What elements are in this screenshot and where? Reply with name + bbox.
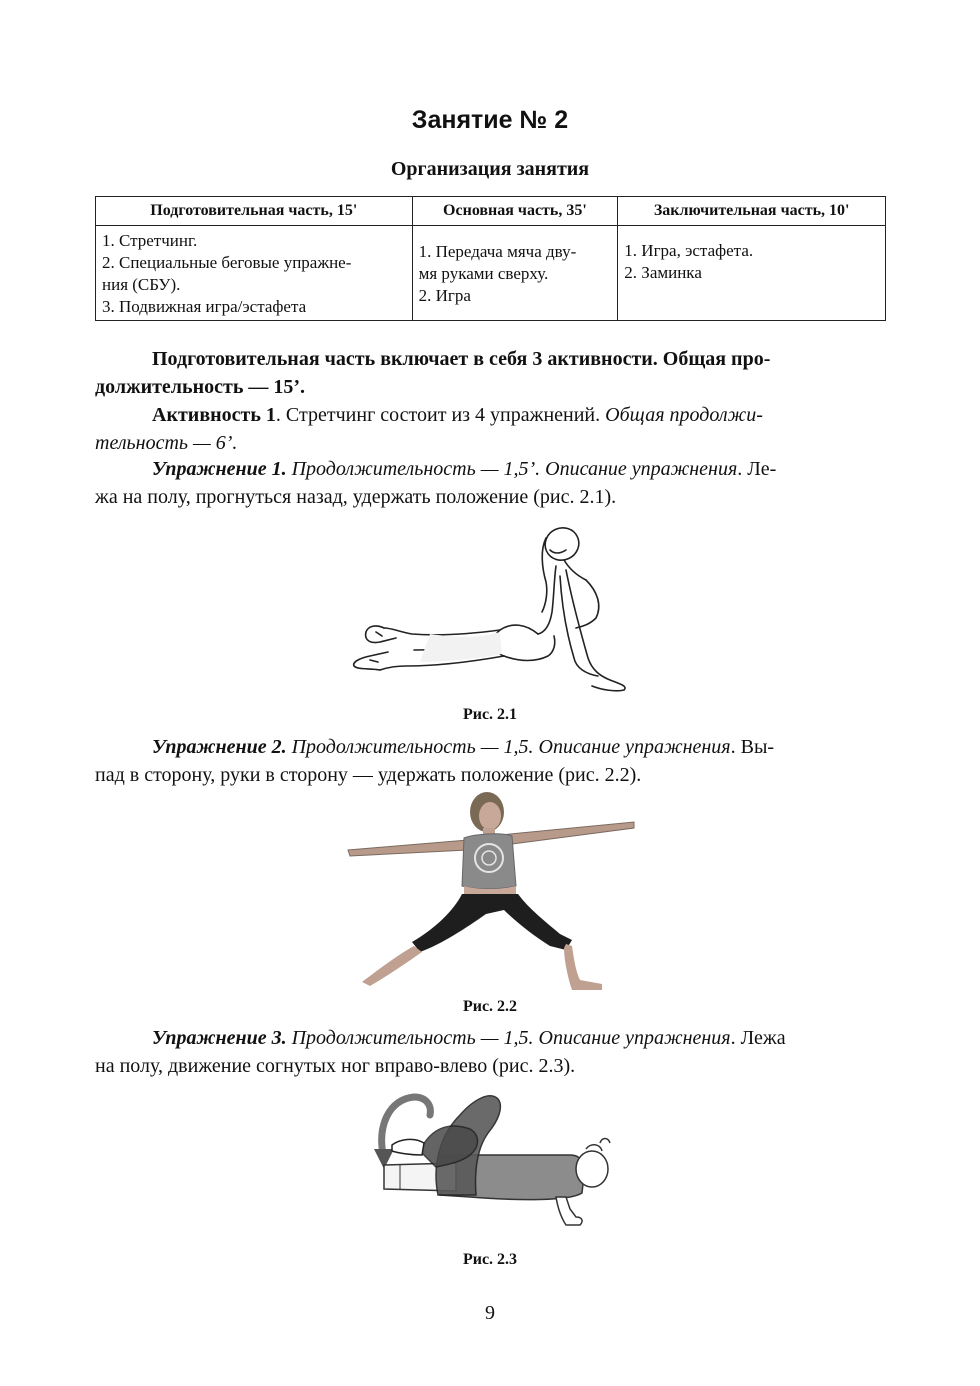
section-subtitle: Организация занятия	[390, 158, 590, 180]
cell-line: 2. Игра	[418, 286, 471, 305]
cell-line: 2. Заминка	[624, 263, 702, 282]
exercise2-text: . Вы-	[730, 736, 775, 758]
figure-warrior-pose-photo	[340, 790, 640, 995]
intro-line: должительность — 15’.	[95, 376, 306, 398]
figure-caption: Рис. 2.3	[462, 1251, 518, 1268]
cell-line: мя руками сверху.	[418, 264, 549, 283]
table-header-row	[96, 197, 886, 226]
exercise3-paragraph	[95, 1024, 885, 1080]
exercise3-label: Упражнение 3.	[152, 1027, 287, 1049]
exercise1-label: Упражнение 1.	[152, 458, 287, 480]
table-cell-preparatory	[96, 226, 413, 321]
activity1-duration: тельность — 6’.	[95, 432, 238, 454]
cell-line: 1. Передача мяча дву-	[418, 242, 577, 261]
cell-line: 1. Игра, эстафета.	[624, 241, 754, 260]
lesson-organization-table	[95, 196, 886, 321]
table-header-cell: Подготовительная часть, 15'	[96, 197, 413, 226]
cell-line: 1. Стретчинг.	[102, 231, 198, 250]
intro-paragraph	[95, 345, 885, 401]
cell-line: 3. Подвижная игра/эстафета	[102, 297, 307, 316]
table-cell-final	[618, 226, 886, 321]
intro-line: Подготовительная часть включает в себя 3 активности. Общая про-	[152, 348, 771, 370]
exercise1-italic: Продолжительность — 1,5’. Описание упражнения	[286, 458, 738, 480]
activity1-duration: Общая продолжи-	[605, 404, 763, 426]
page-title: Занятие № 2	[411, 106, 569, 134]
exercise1-paragraph	[95, 455, 885, 511]
activity1-paragraph	[95, 401, 885, 457]
cell-line: ния (СБУ).	[102, 275, 181, 294]
exercise2-paragraph	[95, 733, 885, 789]
table-header-cell: Заключительная часть, 10'	[618, 197, 886, 226]
activity1-label: Активность 1	[152, 404, 276, 426]
exercise2-text: пад в сторону, руки в сторону — удержать положение (рис. 2.2).	[95, 764, 642, 786]
exercise2-label: Упражнение 2.	[152, 736, 287, 758]
figure-knee-rotation-illustration	[370, 1085, 620, 1235]
exercise1-text: . Ле-	[737, 458, 777, 480]
page-number: 9	[485, 1302, 495, 1324]
exercise3-italic: Продолжительность — 1,5. Описание упражнения	[286, 1027, 731, 1049]
figure-caption: Рис. 2.2	[462, 998, 518, 1015]
table-header-cell: Основная часть, 35'	[412, 197, 618, 226]
exercise3-text: . Лежа	[730, 1027, 786, 1049]
table-cell-main	[412, 226, 618, 321]
activity1-text: . Стретчинг состоит из 4 упражнений.	[275, 404, 606, 426]
table-row	[96, 226, 886, 321]
figure-caption: Рис. 2.1	[462, 706, 518, 723]
exercise2-italic: Продолжительность — 1,5. Описание упражнения	[286, 736, 731, 758]
cell-line: 2. Специальные беговые упражне-	[102, 253, 352, 272]
exercise3-text: на полу, движение согнутых ног вправо-влево (рис. 2.3).	[95, 1055, 576, 1077]
figure-cobra-pose-illustration	[340, 520, 640, 695]
exercise1-text: жа на полу, прогнуться назад, удержать положение (рис. 2.1).	[95, 486, 617, 508]
